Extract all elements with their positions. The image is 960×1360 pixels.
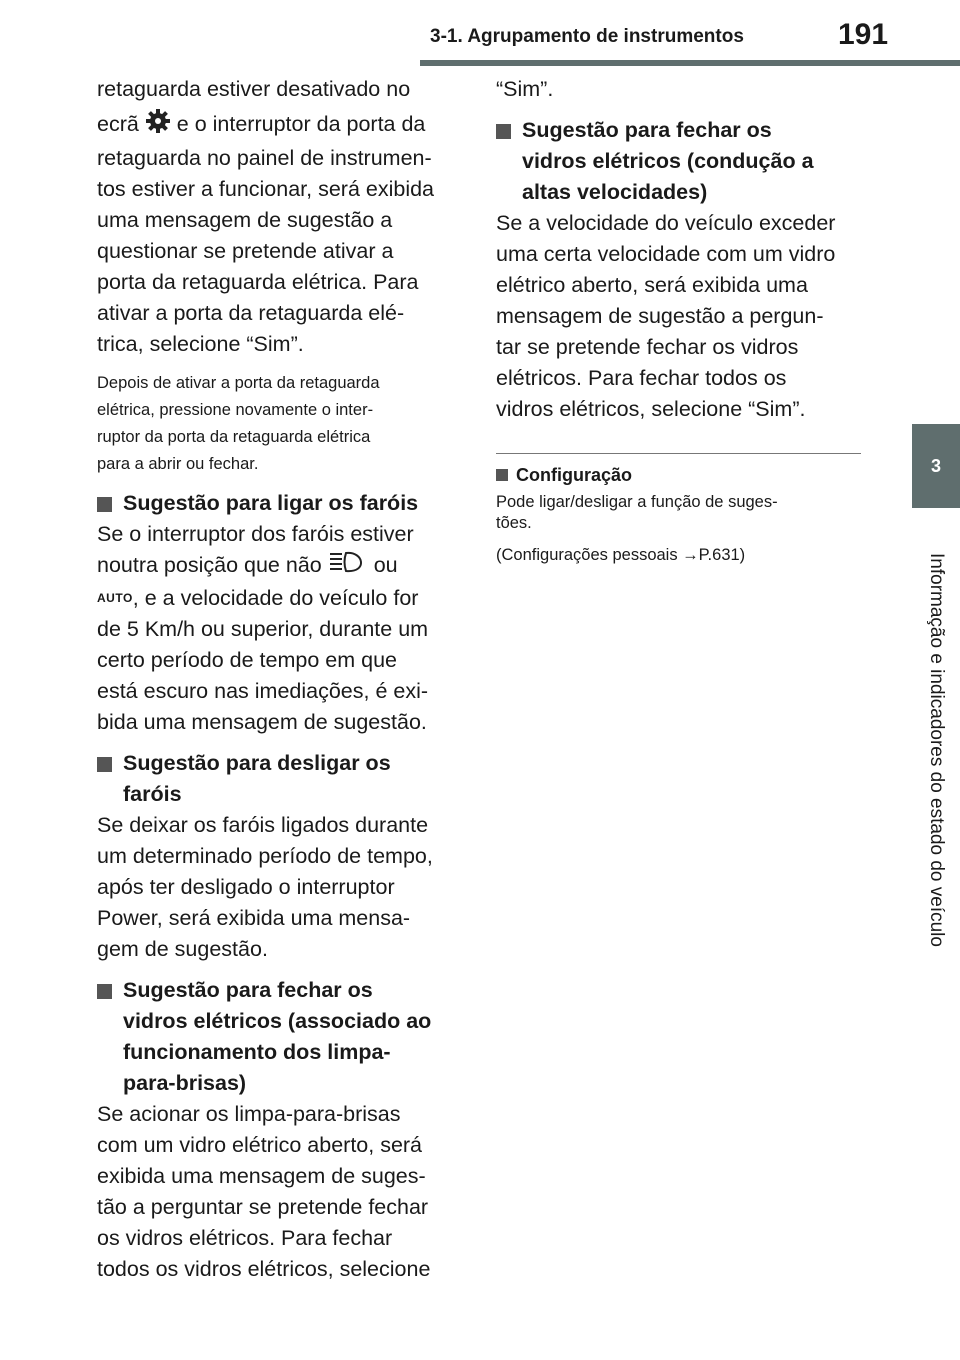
paragraph-line-with-icon: [97, 108, 457, 143]
section-heading: [97, 748, 457, 810]
paragraph-line: “Sim”.: [496, 77, 554, 101]
section-divider: [496, 453, 861, 454]
paragraph-line: uma certa velocidade com um vidro: [496, 242, 836, 266]
paragraph-line: questionar se pretende ativar a: [97, 239, 394, 263]
paragraph-line: de 5 Km/h ou superior, durante um: [97, 617, 429, 641]
note-line: Pode ligar/desligar a função de suges-: [496, 493, 778, 511]
paragraph-line: gem de sugestão.: [97, 937, 268, 961]
paragraph-line: os vidros elétricos. Para fechar: [97, 1226, 393, 1250]
heading-line: funcionamento dos limpa-: [123, 1040, 391, 1064]
heading-line: vidros elétricos (associado ao: [123, 1009, 432, 1033]
paragraph-line: após ter desligado o interruptor: [97, 875, 395, 899]
section-heading: [97, 975, 457, 1099]
bullet-square-icon: [496, 124, 511, 139]
section-heading: [496, 115, 861, 208]
note-line: elétrica, pressione novamente o inter-: [97, 401, 374, 419]
paragraph-line: porta da retaguarda elétrica. Para: [97, 270, 419, 294]
paragraph-line: Power, será exibida uma mensa-: [97, 906, 411, 930]
paragraph-line: todos os vidros elétricos, selecione: [97, 1257, 431, 1281]
heading-line: faróis: [123, 782, 182, 806]
chapter-tab[interactable]: 3: [912, 424, 960, 508]
paragraph-line: ativar a porta da retaguarda elé-: [97, 301, 405, 325]
section-heading: [97, 488, 457, 519]
heading-line: altas velocidades): [522, 180, 708, 204]
heading-line: Sugestão para desligar os: [123, 751, 391, 775]
text-span: e o interruptor da porta da: [170, 112, 426, 137]
paragraph-line-with-icon: [97, 583, 457, 614]
paragraph-line: retaguarda no painel de instrumen-: [97, 146, 432, 170]
gear-icon: [145, 108, 171, 143]
heading-line: Sugestão para fechar os: [522, 118, 772, 142]
paragraph-line: Se a velocidade do veículo exceder: [496, 211, 836, 235]
bullet-square-icon: [97, 497, 112, 512]
heading-line: vidros elétricos (condução a: [522, 149, 814, 173]
paragraph-line: bida uma mensagem de sugestão.: [97, 710, 427, 734]
paragraph-line: Se acionar os limpa-para-brisas: [97, 1102, 401, 1126]
chapter-title: Informação e indicadores do estado do veículo: [926, 553, 947, 947]
bullet-square-icon: [97, 757, 112, 772]
header-rule: [420, 60, 960, 66]
left-column: [97, 74, 457, 1285]
paragraph-line: uma mensagem de sugestão a: [97, 208, 393, 232]
text-span: ecrã: [97, 112, 145, 137]
text-span: ou: [367, 553, 398, 578]
note-line: Depois de ativar a porta da retaguarda: [97, 374, 380, 392]
page-reference-link[interactable]: (Configurações pessoais →P.631): [496, 546, 746, 564]
section-title: 3-1. Agrupamento de instrumentos: [430, 26, 744, 47]
paragraph-line: trica, selecione “Sim”.: [97, 332, 304, 356]
paragraph-line: vidros elétricos, selecione “Sim”.: [496, 397, 806, 421]
paragraph-line: com um vidro elétrico aberto, será: [97, 1133, 423, 1157]
paragraph-line: exibida uma mensagem de suges-: [97, 1164, 426, 1188]
heading-text: Configuração: [516, 465, 633, 485]
heading-line: para-brisas): [123, 1071, 247, 1095]
paragraph-line: está escuro nas imediações, é exi-: [97, 679, 429, 703]
heading-text: Sugestão para ligar os faróis: [123, 491, 419, 515]
paragraph-line: retaguarda estiver desativado no: [97, 77, 411, 101]
note-line: para a abrir ou fechar.: [97, 455, 259, 473]
bullet-square-icon: [97, 984, 112, 999]
auto-icon: AUTO: [97, 591, 133, 605]
page-number: 191: [838, 18, 889, 51]
right-column: [496, 74, 861, 569]
paragraph-line: elétricos. Para fechar todos os: [496, 366, 787, 390]
paragraph-line: tos estiver a funcionar, será exibida: [97, 177, 435, 201]
paragraph-line: tão a perguntar se pretende fechar: [97, 1195, 429, 1219]
paragraph-line: mensagem de sugestão a pergun-: [496, 304, 824, 328]
chapter-title-vertical: [912, 520, 960, 980]
config-heading: [496, 462, 861, 488]
heading-line: Sugestão para fechar os: [123, 978, 373, 1002]
bullet-square-icon: [496, 469, 508, 481]
paragraph-line: Se deixar os faróis ligados durante: [97, 813, 429, 837]
paragraph-line-with-icon: [97, 550, 457, 583]
paragraph-line: Se o interruptor dos faróis estiver: [97, 522, 414, 546]
text-span: noutra posição que não: [97, 553, 328, 578]
paragraph-line: elétrico aberto, será exibida uma: [496, 273, 808, 297]
note-line: ruptor da porta da retaguarda elétrica: [97, 428, 371, 446]
paragraph-line: um determinado período de tempo,: [97, 844, 433, 868]
paragraph-line: tar se pretende fechar os vidros: [496, 335, 799, 359]
paragraph-line: certo período de tempo em que: [97, 648, 397, 672]
note-line: tões.: [496, 514, 532, 532]
text-span: , e a velocidade do veículo for: [132, 586, 419, 610]
headlight-icon: [328, 550, 368, 583]
